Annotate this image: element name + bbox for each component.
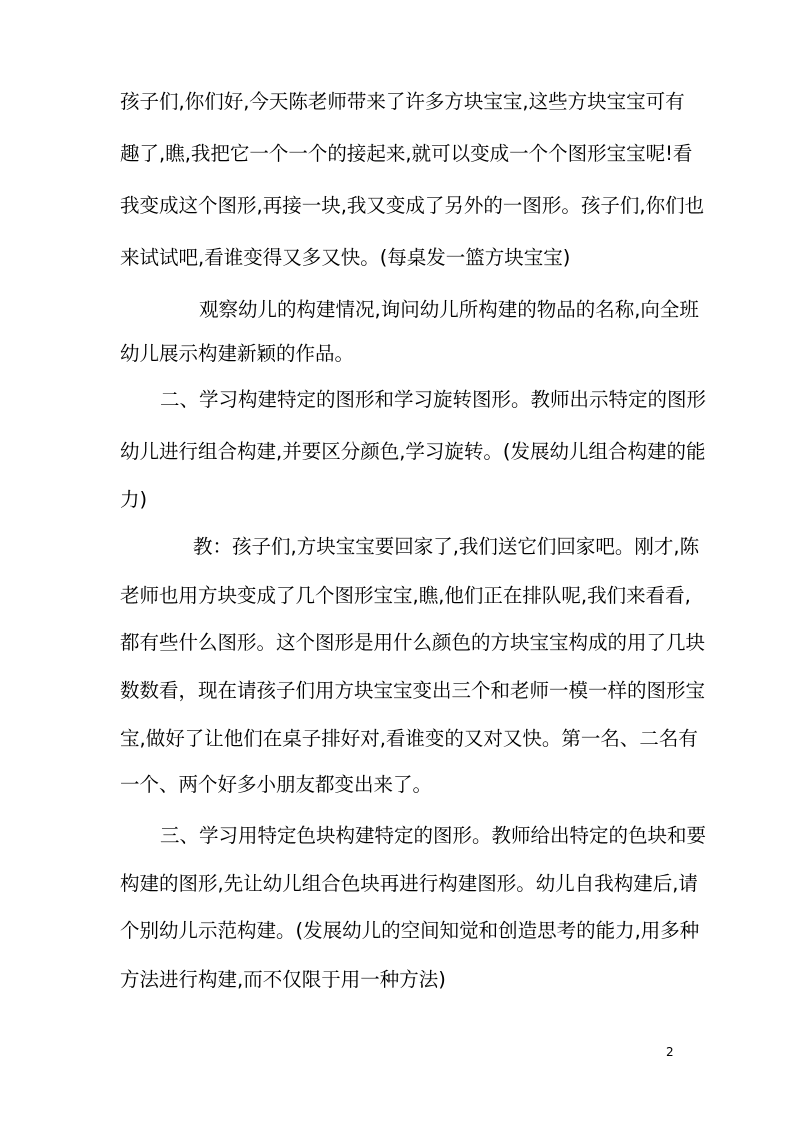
text-line: 宝,做好了让他们在桌子排好对,看谁变的又对又快。第一名、二名有 [120,727,698,750]
text-line: 力) [120,488,148,511]
text-line: 幼儿进行组合构建,并要区分颜色,学习旋转。(发展幼儿组合构建的能 [120,440,706,463]
text-line: 数数看，现在请孩子们用方块宝宝变出三个和老师一模一样的图形宝 [120,679,706,702]
text-line: 观察幼儿的构建情况,询问幼儿所构建的物品的名称,向全班 [199,298,699,321]
text-line: 二、学习构建特定的图形和学习旋转图形。教师出示特定的图形 [160,388,707,411]
text-line: 老师也用方块变成了几个图形宝宝,瞧,他们正在排队呢,我们来看看, [120,584,691,607]
text-line: 个别幼儿示范构建。(发展幼儿的空间知觉和创造思考的能力,用多种 [120,919,700,942]
text-line: 三、学习用特定色块构建特定的图形。教师给出特定的色块和要 [160,824,707,847]
text-line: 来试试吧,看谁变得又多又快。(每桌发一篮方块宝宝) [120,246,571,269]
text-line: 我变成这个图形,再接一块,我又变成了另外的一图形。孩子们,你们也 [120,194,705,217]
text-line: 教：孩子们,方块宝宝要回家了,我们送它们回家吧。刚才,陈 [193,535,700,558]
text-line: 孩子们,你们好,今天陈老师带来了许多方块宝宝,这些方块宝宝可有 [120,90,685,113]
text-line: 都有些什么图形。这个图形是用什么颜色的方块宝宝构成的用了几块 [120,631,706,654]
text-line: 一个、两个好多小朋友都变出来了。 [120,773,433,796]
text-line: 构建的图形,先让幼儿组合色块再进行构建图形。幼儿自我构建后,请 [120,872,698,895]
page-number: 2 [666,1045,674,1059]
text-line: 幼儿展示构建新颖的作品。 [120,342,355,365]
text-line: 方法进行构建,而不仅限于用一种方法) [120,968,446,991]
text-line: 趣了,瞧,我把它一个一个的接起来,就可以变成一个个图形宝宝呢!看 [120,142,693,165]
